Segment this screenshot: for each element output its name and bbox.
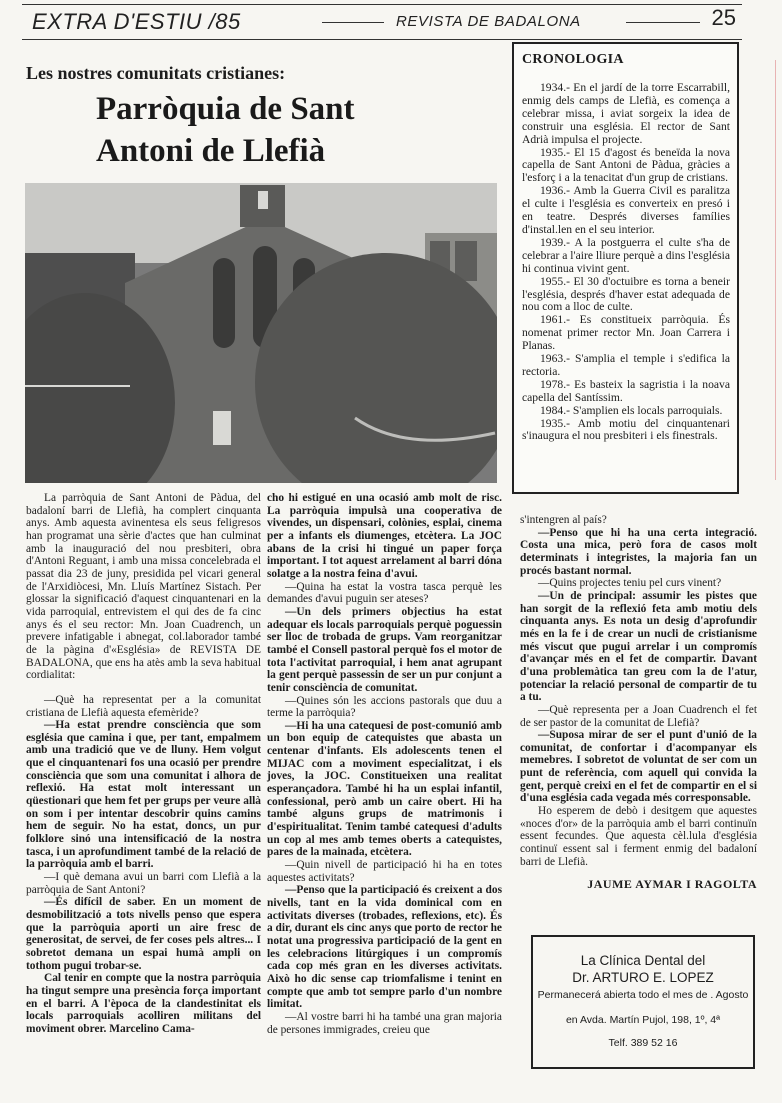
article-column-1	[26, 492, 261, 1036]
chronology-entry: 1935.- El 15 d'agost és beneïda la nova capella de Sant Antoni de Pàdua, gràcies a l'esforç i a la tenacitat d'un grup de cristians.	[522, 145, 730, 185]
interview-question: —Quins projectes teniu pel curs vinent?	[538, 577, 722, 590]
church-photo	[25, 183, 497, 483]
margin-mark	[775, 60, 776, 480]
interview-question: —Què representa per a Joan Cuadrench el fet de ser pastor de la comunitat de Llefià?	[520, 703, 757, 729]
interview-answer: cho hi estigué en una ocasió amb molt de risc. La parròquia impulsà una cooperativa de vivendes, un dispensari, colònies, esplai, cinema per a infants els diumenges, etcètera. La JOC abans de la crisi hi tingué un paper força important. I tot aquest arrelament al barri dóna solatge a la nostra feina d'avui.	[267, 492, 502, 580]
dental-clinic-ad	[531, 935, 755, 1069]
page-header	[22, 4, 742, 40]
interview-answer: —Penso que hi ha una certa integració. Costa una mica, però fora de casos molt determinats i integristes, la majoria fan un procés bastant normal.	[520, 526, 757, 577]
church-photo-icon	[25, 183, 497, 483]
interview-answer: —Un de principal: assumir les pistes que han sorgit de la reflexió feta amb motiu dels cinquanta anys. Es nota un desig d'aprofundir més en la fe i de crear un nucli de cristianisme més viscut que pugui arrelar i un compromís d'avançar més en el fet de compartir. Davant d'una problemàtica tan greu com la de l'atur, potenciar la relació personal de compartir de tu a tu.	[520, 589, 757, 704]
interview-answer: —Ha estat prendre consciència que som església que camina i que, per tant, empalmem amb una tradició que ve de lluny. Hem volgut que el cinquantenari fos una ocasió per prendre consciència que som una comunitat i alhora de reflexió. Ha estat molt interessant un qüestionari que hem fet per grups per veure allà on som i per intentar descobrir quins camins hem de seguir. No ha estat, doncs, un pur folklore sinó una intensificació de la nostra tasca, i un aprofundiment també de la relació de la parròquia amb el barri.	[26, 719, 261, 871]
chronology-entry: 1961.- Es constitueix parròquia. És nomenat primer rector Mn. Joan Carrera i Planas.	[522, 313, 730, 353]
author-signature: JAUME AYMAR I RAGOLTA	[587, 877, 757, 892]
article-title	[96, 88, 496, 172]
interview-question: s'intengren al país?	[520, 514, 607, 526]
closing-paragraph: Ho esperem de debò i desitgem que aquestes «noces d'or» de la parròquia amb el barri continuïn essent fecundes. Que aquesta cèl.lula d'església continuï essent sal i ferment enmig del badaloní barri de Llefià.	[520, 805, 757, 868]
ad-line-1: La Clínica Dental del	[580, 953, 706, 968]
chronology-box	[512, 42, 739, 494]
header-rule-right	[626, 22, 700, 23]
chronology-entry: 1935.- Amb motiu del cinquantenari s'inaugura el nou presbiteri i els finestrals.	[522, 416, 730, 443]
article-column-2	[267, 492, 502, 1036]
chronology-entry: 1934.- En el jardí de la torre Escarrabill, enmig dels camps de Llefià, es comença a celebrar missa, i aviat sorgeix la idea de construir una església. El rector de Sant Adrià impulsa el projecte.	[522, 81, 730, 146]
header-rule-left	[322, 22, 384, 23]
interview-answer: —Un dels primers objectius ha estat adequar els locals parroquials perquè poguessin ser lloc de trobada de grups. Vam reorganitzar també el Consell pastoral perquè fos el motor de tota l'activitat parroquial, i hem anat agrupant la gent perquè passessin de ser un pur conjunt a tenir consciència de comunitat.	[267, 605, 502, 694]
chronology-entry: 1978.- Es basteix la sagristia i la noava capella del Santíssim.	[522, 377, 730, 404]
interview-answer: Cal tenir en compte que la nostra parròquia ha tingut sempre una presència força important en el barri. A l'època de la clandestinitat els locals parroquials acolliren militans del moviment obrer. Marcelino Cama-	[26, 972, 261, 1035]
interview-question: —I què demana avui un barri com Llefià a la parròquia de Sant Antoni?	[26, 871, 261, 896]
interview-answer: —Penso que la participació és creixent a dos nivells, tant en la vida dominical com en activitats diverses (trobades, reflexions, etc). És a dir, durant els cinc anys que porto de rector he notat una progressiva participació de la gent en les celebracions litúrgiques i un compromís cada cop més gran en les diverses activitats. Això ho dic sense cap triomfalisme i tenint en compte que amb tot sempre parlo d'un nombre limitat.	[267, 884, 502, 1011]
ad-phone: Telf. 389 52 16	[608, 1037, 678, 1049]
title-line-1: Parròquia de Sant	[96, 91, 355, 127]
interview-answer: —Hi ha una catequesi de post-comunió amb un bon equip de catequistes que abasta un centenar d'infants. Els adolescents tenen el MIJAC com a moviment especialitzat, i els joves, la JOC. Constitueixen una realitat esperançadora. També hi ha un esplai infantil, confessional, però amb un caire obert. Hi ha també alguns grups de matrimonis i d'espiritualitat. Tenim també catequesi d'adults un cop al mes amb temes oberts a catequistes, pares de la mainada, etcètera.	[267, 719, 502, 859]
interview-question: —Quin nivell de participació hi ha en totes aquestes activitats?	[267, 859, 502, 884]
interview-question: —Al vostre barri hi ha també una gran majoria de persones immigrades, creieu que	[267, 1010, 502, 1036]
ad-line-3: Permanecerá abierta todo el mes de . Agosto	[537, 989, 749, 1001]
chronology-entry: 1984.- S'amplien els locals parroquials.	[540, 403, 723, 417]
page-number: 25	[711, 5, 736, 30]
interview-question: —Què ha representat per a la comunitat cristiana de Llefià aquesta efemèride?	[26, 693, 261, 719]
issue-label: EXTRA D'ESTIU /85	[32, 9, 241, 34]
interview-answer: —Suposa mirar de ser el punt d'unió de la comunitat, de confortar i d'acompanyar els memebres. I sobretot de voluntat de ser com un punt de referència, com aquell qui convida la gent, perquè creixi en el fet de compartir en el si d'una església cada vegada més corresponsable.	[520, 729, 757, 805]
title-line-2: Antoni de Llefià	[96, 133, 326, 169]
interview-question: —Quina ha estat la vostra tasca perquè les demandes d'avui puguin ser ateses?	[267, 580, 502, 606]
publication-name: REVISTA DE BADALONA	[396, 13, 581, 30]
ad-address: en Avda. Martín Pujol, 198, 1º, 4ª	[565, 1014, 721, 1026]
chronology-entry: 1963.- S'amplia el temple i s'edifica la rectoria.	[522, 352, 730, 378]
interview-answer: —És difícil de saber. En un moment de desmobilització a tots nivells penso que espera que la parròquia aporti un aire fresc de generositat, de servei, de fer coses pels altres... I sobretot demana un espai humà ampli on tothom pugui trobar-se.	[26, 896, 261, 972]
chronology-entry: 1955.- El 30 d'octuibre es torna a beneir l'església, després d'haver estat adequada de nou com a lloc de culte.	[522, 274, 730, 314]
chronology-title: CRONOLOGIA	[522, 52, 624, 67]
article-column-3	[520, 514, 757, 891]
interview-question: —Quines són les accions pastorals que duu a terme la parròquia?	[267, 694, 502, 720]
article-kicker: Les nostres comunitats cristianes:	[26, 63, 286, 83]
ad-line-2: Dr. ARTURO E. LOPEZ	[572, 970, 714, 985]
chronology-entry: 1939.- A la postguerra el culte s'ha de celebrar a l'aire lliure perquè a dins l'església hi continua vivint gent.	[522, 235, 730, 275]
article-paragraph: La parròquia de Sant Antoni de Pàdua, del badaloní barri de Llefià, ha complert cinquanta anys. Amb aquesta avinentesa els seus feligresos han programat una sèrie d'actes que han culminat amb la inauguració del nou presbiteri, obra d'Antoni Reguant, i amb una missa concelebrada el passat dia 23 de juny, presidida pel vicari general de l'Arxidiòcesi, Mn. Lluís Martínez Sistach. Per glossar la significació d'aquest cinquantenari en la vida parroquial, entrevistem el qui des de fa cinc anys és el seu rector: Mn. Joan Cuadrench, un prevere infatigable i abnegat, col.laborador també de la pàgina d'«Església» de REVISTA DE BADALONA, que ens ha atès amb la seva habitual cordialitat:	[26, 492, 261, 682]
chronology-entry: 1936.- Amb la Guerra Civil es paralitza el culte i l'església es converteix en presó i en teatre. Després diverses famílies d'instal.len en el seu interior.	[522, 184, 730, 236]
